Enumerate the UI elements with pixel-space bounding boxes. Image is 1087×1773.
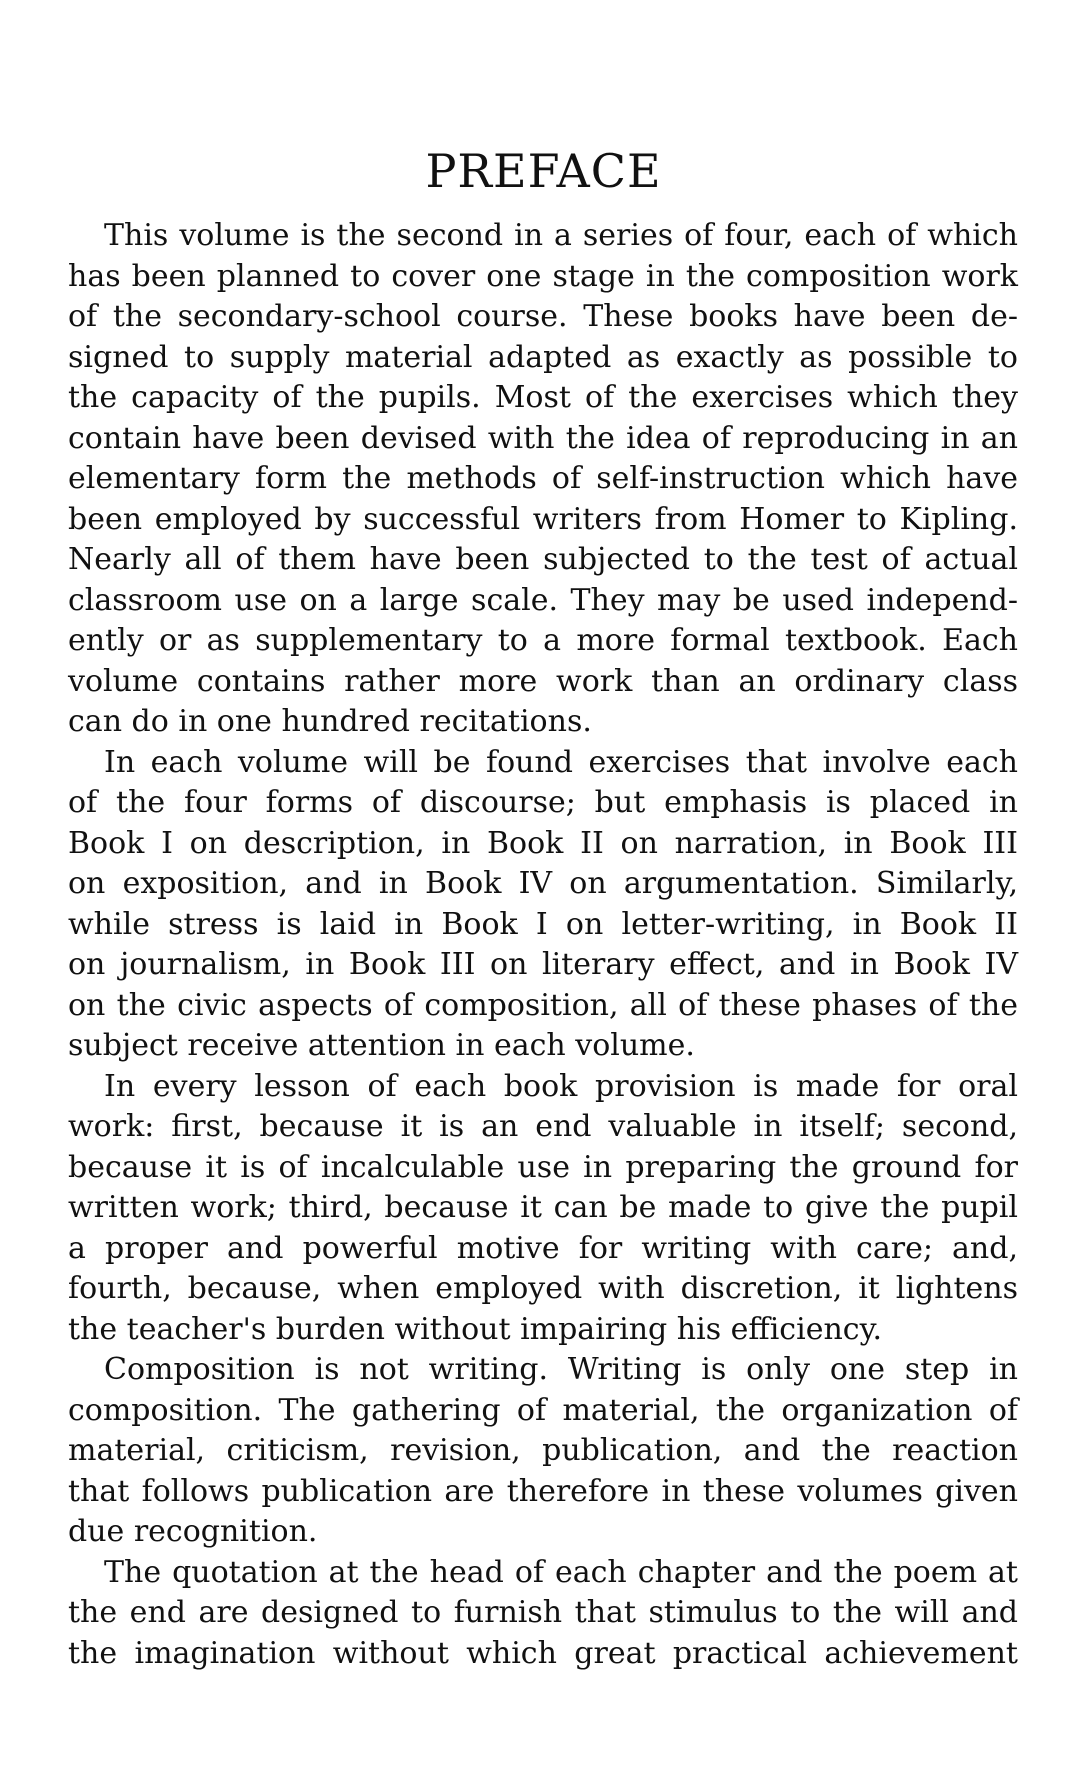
text-line: written work; third, because it can be made to give the pupil	[68, 1190, 1018, 1225]
text-line: volume contains rather more work than an ordinary class	[68, 663, 1018, 699]
text-line: contain have been devised with the idea of reproducing in an	[68, 420, 1018, 456]
text-line: The quotation at the head of each chapter and the poem at	[104, 1554, 1018, 1590]
text-line: of the four forms of discourse; but emphasis is placed in	[68, 785, 1018, 820]
text-line: the capacity of the pupils. Most of the exercises which they	[68, 380, 1018, 415]
text-line: that follows publication are therefore in these volumes given	[68, 1473, 1018, 1509]
text-line: In every lesson of each book provision is made for oral	[104, 1068, 1018, 1104]
text-line: on journalism, in Book III on literary effect, and in Book IV	[68, 947, 1018, 982]
text-line: on the civic aspects of composition, all of these phases of the	[68, 987, 1018, 1023]
text-line: the end are designed to furnish that stimulus to the will and	[68, 1595, 1018, 1630]
paragraph-3	[68, 1067, 1018, 1351]
text-line: In each volume will be found exercises that involve each	[104, 744, 1018, 780]
paragraph-2	[68, 743, 1018, 1067]
text-line: Composition is not writing. Writing is only one step in	[104, 1352, 1018, 1387]
text-line: due recognition.	[68, 1514, 318, 1549]
page-title: PREFACE	[425, 143, 662, 198]
text-line: has been planned to cover one stage in the composition work	[68, 258, 1018, 294]
text-line: a proper and powerful motive for writing with care; and,	[68, 1230, 1018, 1266]
text-line: composition. The gathering of material, the organization of	[68, 1392, 1018, 1428]
text-line: been employed by successful writers from Homer to Kipling.	[68, 501, 1018, 537]
text-line: classroom use on a large scale. They may be used independ-	[68, 582, 1018, 618]
text-line: because it is of incalculable use in preparing the ground for	[68, 1149, 1018, 1185]
text-line: work: first, because it is an end valuable in itself; second,	[68, 1109, 1018, 1144]
text-line: the imagination without which great practical achievement	[68, 1635, 1018, 1671]
text-line: fourth, because, when employed with discretion, it lightens	[68, 1271, 1018, 1306]
text-line: ently or as supplementary to a more formal textbook. Each	[68, 623, 1018, 658]
text-line: material, criticism, revision, publication, and the reaction	[68, 1433, 1018, 1468]
paragraph-1	[68, 216, 1018, 743]
text-line: the teacher's burden without impairing his efficiency.	[68, 1311, 883, 1347]
text-line: subject receive attention in each volume.	[68, 1028, 695, 1063]
text-line: can do in one hundred recitations.	[68, 704, 592, 739]
paragraph-4	[68, 1350, 1018, 1553]
text-line: This volume is the second in a series of four, each of which	[104, 218, 1018, 253]
text-line: signed to supply material adapted as exactly as possible to	[68, 339, 1018, 375]
text-line: elementary form the methods of self-instruction which have	[68, 461, 1018, 496]
text-line: while stress is laid in Book I on letter-writing, in Book II	[68, 906, 1018, 942]
preface-text	[68, 216, 1018, 1674]
text-line: on exposition, and in Book IV on argumentation. Similarly,	[68, 866, 1018, 901]
paragraph-5	[68, 1553, 1018, 1675]
text-line: Nearly all of them have been subjected to the test of actual	[68, 542, 1018, 577]
text-line: Book I on description, in Book II on narration, in Book III	[68, 825, 1018, 861]
text-line: of the secondary-school course. These books have been de-	[68, 299, 1018, 334]
